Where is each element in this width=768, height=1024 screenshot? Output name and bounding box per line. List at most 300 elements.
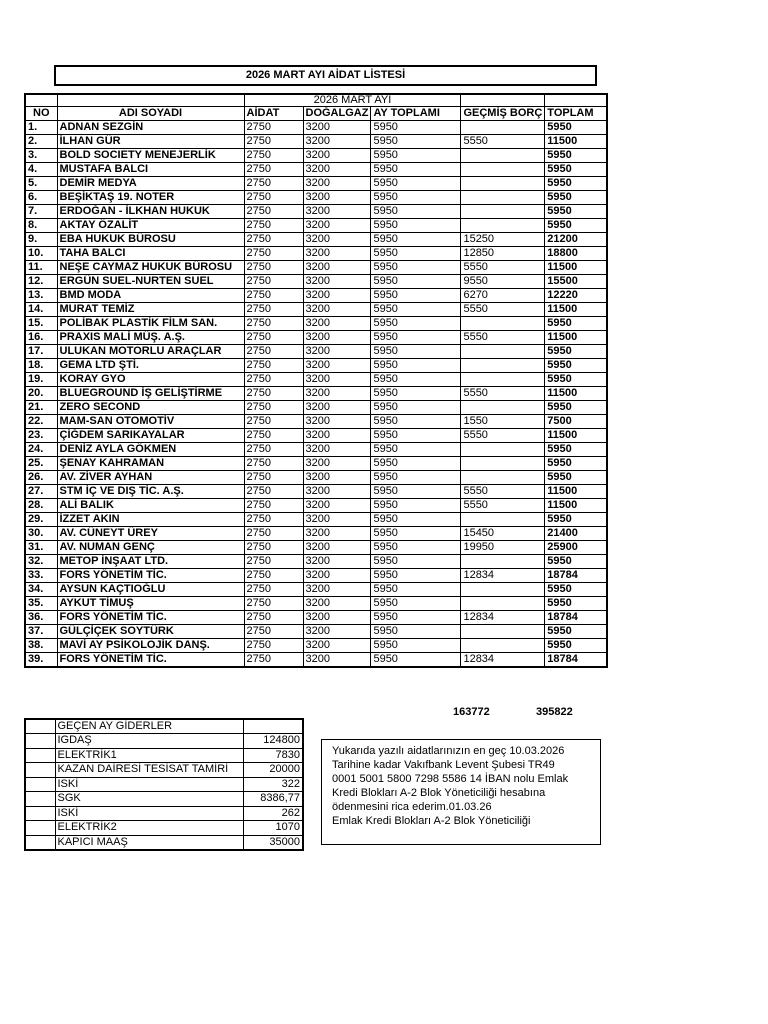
row-toplam: 11500 (545, 331, 607, 345)
row-gecmis-borc: 5550 (461, 485, 545, 499)
table-row (25, 541, 607, 555)
row-aidat: 2750 (244, 247, 303, 261)
row-ay-toplami: 5950 (371, 583, 461, 597)
row-gecmis-borc: 5550 (461, 135, 545, 149)
col-header-gecmis-borc: GEÇMİŞ BORÇ (461, 107, 545, 121)
row-gecmis-borc (461, 401, 545, 415)
row-ay-toplami: 5950 (371, 457, 461, 471)
row-aidat: 2750 (244, 289, 303, 303)
row-aidat: 2750 (244, 205, 303, 219)
row-no: 20. (25, 387, 57, 401)
row-gecmis-borc (461, 149, 545, 163)
row-dogalgaz: 3200 (303, 121, 371, 135)
row-aidat: 2750 (244, 555, 303, 569)
row-aidat: 2750 (244, 261, 303, 275)
row-ay-toplami: 5950 (371, 135, 461, 149)
table-row (25, 583, 607, 597)
row-aidat: 2750 (244, 191, 303, 205)
row-dogalgaz: 3200 (303, 317, 371, 331)
row-no: 9. (25, 233, 57, 247)
expenses-blank-cell (25, 719, 55, 734)
row-no: 30. (25, 527, 57, 541)
table-row (25, 135, 607, 149)
row-dogalgaz: 3200 (303, 359, 371, 373)
row-name: MAVİ AY PSİKOLOJİK DANŞ. (57, 639, 244, 653)
notice-line: Tarihine kadar Vakıfbank Levent Şubesi TR49 (332, 759, 555, 771)
row-name: AKTAY ÖZALİT (57, 219, 244, 233)
expense-row (25, 777, 303, 792)
expense-blank-cell (25, 748, 55, 763)
row-aidat: 2750 (244, 485, 303, 499)
row-toplam: 7500 (545, 415, 607, 429)
table-row (25, 611, 607, 625)
row-aidat: 2750 (244, 513, 303, 527)
row-toplam: 5950 (545, 639, 607, 653)
row-aidat: 2750 (244, 303, 303, 317)
row-toplam: 5950 (545, 177, 607, 191)
expense-blank-cell (25, 763, 55, 778)
row-aidat: 2750 (244, 639, 303, 653)
row-aidat: 2750 (244, 471, 303, 485)
row-name: ZERO SECOND (57, 401, 244, 415)
table-row (25, 317, 607, 331)
row-gecmis-borc (461, 443, 545, 457)
row-name: ERGÜN SUEL-NURTEN SUEL (57, 275, 244, 289)
row-toplam: 5950 (545, 513, 607, 527)
row-dogalgaz: 3200 (303, 163, 371, 177)
row-no: 34. (25, 583, 57, 597)
row-dogalgaz: 3200 (303, 639, 371, 653)
expense-row (25, 835, 303, 850)
row-name: POLİBAK PLASTİK FİLM SAN. (57, 317, 244, 331)
row-toplam: 5950 (545, 555, 607, 569)
col-header-aidat: AİDAT (244, 107, 303, 121)
row-no: 26. (25, 471, 57, 485)
row-toplam: 5950 (545, 471, 607, 485)
row-gecmis-borc (461, 359, 545, 373)
row-toplam: 21400 (545, 527, 607, 541)
row-no: 21. (25, 401, 57, 415)
table-row (25, 401, 607, 415)
notice-line: Kredi Blokları A-2 Blok Yöneticiliği hesabına (332, 787, 546, 799)
row-name: NEŞE CAYMAZ HUKUK BÜROSU (57, 261, 244, 275)
row-toplam: 18784 (545, 569, 607, 583)
row-aidat: 2750 (244, 583, 303, 597)
row-name: BOLD SOCIETY MENEJERLİK (57, 149, 244, 163)
row-ay-toplami: 5950 (371, 233, 461, 247)
row-aidat: 2750 (244, 499, 303, 513)
expense-value: 35000 (243, 835, 303, 850)
row-ay-toplami: 5950 (371, 163, 461, 177)
table-row (25, 261, 607, 275)
row-dogalgaz: 3200 (303, 457, 371, 471)
table-row (25, 191, 607, 205)
row-toplam: 11500 (545, 485, 607, 499)
row-dogalgaz: 3200 (303, 331, 371, 345)
row-no: 24. (25, 443, 57, 457)
row-name: AYKUT TİMUŞ (57, 597, 244, 611)
table-row (25, 331, 607, 345)
row-gecmis-borc (461, 163, 545, 177)
row-aidat: 2750 (244, 345, 303, 359)
row-ay-toplami: 5950 (371, 639, 461, 653)
row-no: 25. (25, 457, 57, 471)
row-ay-toplami: 5950 (371, 653, 461, 668)
row-ay-toplami: 5950 (371, 611, 461, 625)
row-dogalgaz: 3200 (303, 541, 371, 555)
row-aidat: 2750 (244, 625, 303, 639)
row-dogalgaz: 3200 (303, 611, 371, 625)
row-ay-toplami: 5950 (371, 527, 461, 541)
row-no: 8. (25, 219, 57, 233)
table-row (25, 597, 607, 611)
row-toplam: 5950 (545, 219, 607, 233)
expense-label: IGDAŞ (55, 734, 243, 749)
row-no: 22. (25, 415, 57, 429)
row-name: AV. CÜNEYT ÜREY (57, 527, 244, 541)
row-aidat: 2750 (244, 597, 303, 611)
row-toplam: 11500 (545, 499, 607, 513)
notice-line: ödenmesini rica ederim.01.03.26 (332, 801, 492, 813)
dues-table (24, 93, 608, 668)
row-ay-toplami: 5950 (371, 261, 461, 275)
expenses-table (24, 718, 304, 851)
table-row (25, 387, 607, 401)
expense-value: 8386,77 (243, 792, 303, 807)
row-no: 10. (25, 247, 57, 261)
table-row (25, 639, 607, 653)
expense-label: KAPICI MAAŞ (55, 835, 243, 850)
row-dogalgaz: 3200 (303, 149, 371, 163)
row-gecmis-borc: 5550 (461, 261, 545, 275)
row-dogalgaz: 3200 (303, 443, 371, 457)
expense-value: 7830 (243, 748, 303, 763)
table-row (25, 373, 607, 387)
row-toplam: 11500 (545, 429, 607, 443)
row-dogalgaz: 3200 (303, 485, 371, 499)
row-ay-toplami: 5950 (371, 485, 461, 499)
row-name: ADNAN SEZGİN (57, 121, 244, 135)
row-no: 16. (25, 331, 57, 345)
notice-line: 0001 5001 5800 7298 5586 14 İBAN nolu Emlak (332, 773, 569, 785)
table-row (25, 205, 607, 219)
row-toplam: 11500 (545, 261, 607, 275)
row-name: ULUKAN MOTORLU ARAÇLAR (57, 345, 244, 359)
table-row (25, 149, 607, 163)
table-row (25, 485, 607, 499)
expense-label: ISKİ (55, 777, 243, 792)
row-toplam: 5950 (545, 359, 607, 373)
notice-line: Yukarıda yazılı aidatlarınızın en geç 10.03.2026 (332, 745, 565, 757)
row-dogalgaz: 3200 (303, 653, 371, 668)
row-toplam: 5950 (545, 625, 607, 639)
row-ay-toplami: 5950 (371, 359, 461, 373)
expenses-title: GEÇEN AY GİDERLER (55, 719, 243, 734)
sheet-title: 2026 MART AYI AİDAT LİSTESİ (54, 65, 597, 86)
expense-label: ELEKTRİK2 (55, 821, 243, 836)
row-name: İZZET AKIN (57, 513, 244, 527)
row-ay-toplami: 5950 (371, 387, 461, 401)
expense-value: 124800 (243, 734, 303, 749)
row-ay-toplami: 5950 (371, 191, 461, 205)
row-ay-toplami: 5950 (371, 289, 461, 303)
sum-toplam: 395822 (536, 706, 573, 718)
table-row (25, 457, 607, 471)
row-toplam: 5950 (545, 345, 607, 359)
expense-value: 1070 (243, 821, 303, 836)
row-gecmis-borc: 5550 (461, 331, 545, 345)
expense-row (25, 734, 303, 749)
row-no: 29. (25, 513, 57, 527)
header-blank-toplam (545, 94, 607, 107)
row-aidat: 2750 (244, 275, 303, 289)
row-name: DEMİR MEDYA (57, 177, 244, 191)
expense-blank-cell (25, 821, 55, 836)
row-no: 1. (25, 121, 57, 135)
row-gecmis-borc: 12850 (461, 247, 545, 261)
row-no: 31. (25, 541, 57, 555)
row-name: FORS YÖNETİM TİC. (57, 611, 244, 625)
row-gecmis-borc (461, 373, 545, 387)
row-ay-toplami: 5950 (371, 317, 461, 331)
row-no: 2. (25, 135, 57, 149)
row-toplam: 5950 (545, 205, 607, 219)
row-aidat: 2750 (244, 149, 303, 163)
row-aidat: 2750 (244, 653, 303, 668)
table-row (25, 177, 607, 191)
table-row (25, 555, 607, 569)
row-ay-toplami: 5950 (371, 401, 461, 415)
table-row (25, 289, 607, 303)
row-aidat: 2750 (244, 163, 303, 177)
row-dogalgaz: 3200 (303, 191, 371, 205)
expense-value: 20000 (243, 763, 303, 778)
row-aidat: 2750 (244, 541, 303, 555)
row-no: 15. (25, 317, 57, 331)
row-no: 33. (25, 569, 57, 583)
row-aidat: 2750 (244, 373, 303, 387)
row-name: BEŞİKTAŞ 19. NOTER (57, 191, 244, 205)
row-ay-toplami: 5950 (371, 555, 461, 569)
row-toplam: 18800 (545, 247, 607, 261)
col-header-ay-toplami: AY TOPLAMI (371, 107, 461, 121)
expense-blank-cell (25, 792, 55, 807)
row-toplam: 11500 (545, 387, 607, 401)
row-toplam: 5950 (545, 191, 607, 205)
row-toplam: 11500 (545, 303, 607, 317)
row-dogalgaz: 3200 (303, 569, 371, 583)
month-group-header: 2026 MART AYI (244, 94, 461, 107)
expense-value: 262 (243, 806, 303, 821)
row-gecmis-borc (461, 177, 545, 191)
row-name: KORAY GYO (57, 373, 244, 387)
row-no: 35. (25, 597, 57, 611)
row-no: 3. (25, 149, 57, 163)
row-gecmis-borc: 19950 (461, 541, 545, 555)
row-no: 7. (25, 205, 57, 219)
row-name: GÜLÇİÇEK SOYTÜRK (57, 625, 244, 639)
row-name: AV. ZİVER AYHAN (57, 471, 244, 485)
notice-line: Emlak Kredi Blokları A-2 Blok Yöneticiliği (332, 815, 531, 827)
table-row (25, 653, 607, 668)
expense-label: KAZAN DAİRESİ TESİSAT TAMİRİ (55, 763, 243, 778)
row-name: İLHAN GÜR (57, 135, 244, 149)
row-dogalgaz: 3200 (303, 303, 371, 317)
row-gecmis-borc (461, 471, 545, 485)
row-gecmis-borc (461, 639, 545, 653)
row-gecmis-borc: 12834 (461, 653, 545, 668)
row-toplam: 5950 (545, 163, 607, 177)
row-gecmis-borc: 5550 (461, 429, 545, 443)
header-row (25, 107, 607, 121)
row-gecmis-borc (461, 513, 545, 527)
row-name: ÇİĞDEM SARIKAYALAR (57, 429, 244, 443)
row-gecmis-borc (461, 121, 545, 135)
row-gecmis-borc: 5550 (461, 499, 545, 513)
sum-gecmis-borc: 163772 (453, 706, 490, 718)
row-toplam: 5950 (545, 317, 607, 331)
row-aidat: 2750 (244, 611, 303, 625)
row-name: MUSTAFA BALCI (57, 163, 244, 177)
row-gecmis-borc (461, 191, 545, 205)
row-no: 11. (25, 261, 57, 275)
expense-row (25, 748, 303, 763)
row-ay-toplami: 5950 (371, 415, 461, 429)
row-dogalgaz: 3200 (303, 345, 371, 359)
col-header-toplam: TOPLAM (545, 107, 607, 121)
table-row (25, 303, 607, 317)
row-no: 27. (25, 485, 57, 499)
row-no: 17. (25, 345, 57, 359)
row-ay-toplami: 5950 (371, 499, 461, 513)
row-gecmis-borc (461, 555, 545, 569)
row-aidat: 2750 (244, 443, 303, 457)
row-dogalgaz: 3200 (303, 499, 371, 513)
row-ay-toplami: 5950 (371, 597, 461, 611)
row-name: MAM-SAN OTOMOTİV (57, 415, 244, 429)
row-ay-toplami: 5950 (371, 625, 461, 639)
row-toplam: 15500 (545, 275, 607, 289)
expense-blank-cell (25, 806, 55, 821)
row-ay-toplami: 5950 (371, 303, 461, 317)
col-header-name: ADI SOYADI (57, 107, 244, 121)
row-dogalgaz: 3200 (303, 471, 371, 485)
row-toplam: 5950 (545, 149, 607, 163)
row-name: FORS YÖNETİM TİC. (57, 653, 244, 668)
row-ay-toplami: 5950 (371, 569, 461, 583)
row-dogalgaz: 3200 (303, 219, 371, 233)
row-ay-toplami: 5950 (371, 205, 461, 219)
table-row (25, 359, 607, 373)
row-aidat: 2750 (244, 429, 303, 443)
row-aidat: 2750 (244, 457, 303, 471)
row-ay-toplami: 5950 (371, 513, 461, 527)
row-ay-toplami: 5950 (371, 149, 461, 163)
expenses-header-row (25, 719, 303, 734)
row-name: TAHA BALCI (57, 247, 244, 261)
row-dogalgaz: 3200 (303, 583, 371, 597)
row-dogalgaz: 3200 (303, 625, 371, 639)
row-aidat: 2750 (244, 331, 303, 345)
row-gecmis-borc (461, 317, 545, 331)
row-ay-toplami: 5950 (371, 275, 461, 289)
row-gecmis-borc: 1550 (461, 415, 545, 429)
table-row (25, 415, 607, 429)
row-ay-toplami: 5950 (371, 331, 461, 345)
row-ay-toplami: 5950 (371, 121, 461, 135)
row-name: GEMA LTD ŞTİ. (57, 359, 244, 373)
row-gecmis-borc (461, 345, 545, 359)
expense-label: ELEKTRİK1 (55, 748, 243, 763)
expense-value: 322 (243, 777, 303, 792)
table-row (25, 569, 607, 583)
table-row (25, 499, 607, 513)
row-name: BLUEGROUND İŞ GELİŞTİRME (57, 387, 244, 401)
row-aidat: 2750 (244, 121, 303, 135)
row-aidat: 2750 (244, 387, 303, 401)
table-row (25, 219, 607, 233)
dues-table-body (25, 94, 607, 667)
row-gecmis-borc: 15450 (461, 527, 545, 541)
expenses-table-body (25, 719, 303, 850)
row-name: AYSUN KAÇTIOĞLU (57, 583, 244, 597)
row-aidat: 2750 (244, 401, 303, 415)
row-no: 38. (25, 639, 57, 653)
row-name: AV. NUMAN GENÇ (57, 541, 244, 555)
row-no: 6. (25, 191, 57, 205)
row-aidat: 2750 (244, 527, 303, 541)
row-no: 23. (25, 429, 57, 443)
row-name: STM İÇ VE DIŞ TİC. A.Ş. (57, 485, 244, 499)
row-name: EBA HUKUK BÜROSU (57, 233, 244, 247)
row-aidat: 2750 (244, 359, 303, 373)
row-no: 37. (25, 625, 57, 639)
row-no: 39. (25, 653, 57, 668)
row-ay-toplami: 5950 (371, 471, 461, 485)
row-toplam: 18784 (545, 653, 607, 668)
row-aidat: 2750 (244, 177, 303, 191)
row-no: 19. (25, 373, 57, 387)
row-no: 14. (25, 303, 57, 317)
col-header-dogalgaz: DOĞALGAZ (303, 107, 371, 121)
col-header-no: NO (25, 107, 57, 121)
row-name: FORS YÖNETİM TİC. (57, 569, 244, 583)
row-dogalgaz: 3200 (303, 205, 371, 219)
header-blank-borc (461, 94, 545, 107)
row-gecmis-borc: 12834 (461, 611, 545, 625)
row-gecmis-borc (461, 583, 545, 597)
row-toplam: 5950 (545, 457, 607, 471)
expense-label: SGK (55, 792, 243, 807)
row-aidat: 2750 (244, 219, 303, 233)
table-row (25, 247, 607, 261)
row-name: DENİZ AYLA GÖKMEN (57, 443, 244, 457)
row-aidat: 2750 (244, 569, 303, 583)
row-ay-toplami: 5950 (371, 219, 461, 233)
expense-row (25, 763, 303, 778)
row-gecmis-borc (461, 625, 545, 639)
row-toplam: 5950 (545, 443, 607, 457)
header-row-group (25, 94, 607, 107)
table-row (25, 121, 607, 135)
row-toplam: 12220 (545, 289, 607, 303)
expense-label: ISKİ (55, 806, 243, 821)
row-no: 36. (25, 611, 57, 625)
row-no: 18. (25, 359, 57, 373)
expenses-blank-value (243, 719, 303, 734)
row-ay-toplami: 5950 (371, 177, 461, 191)
row-no: 5. (25, 177, 57, 191)
